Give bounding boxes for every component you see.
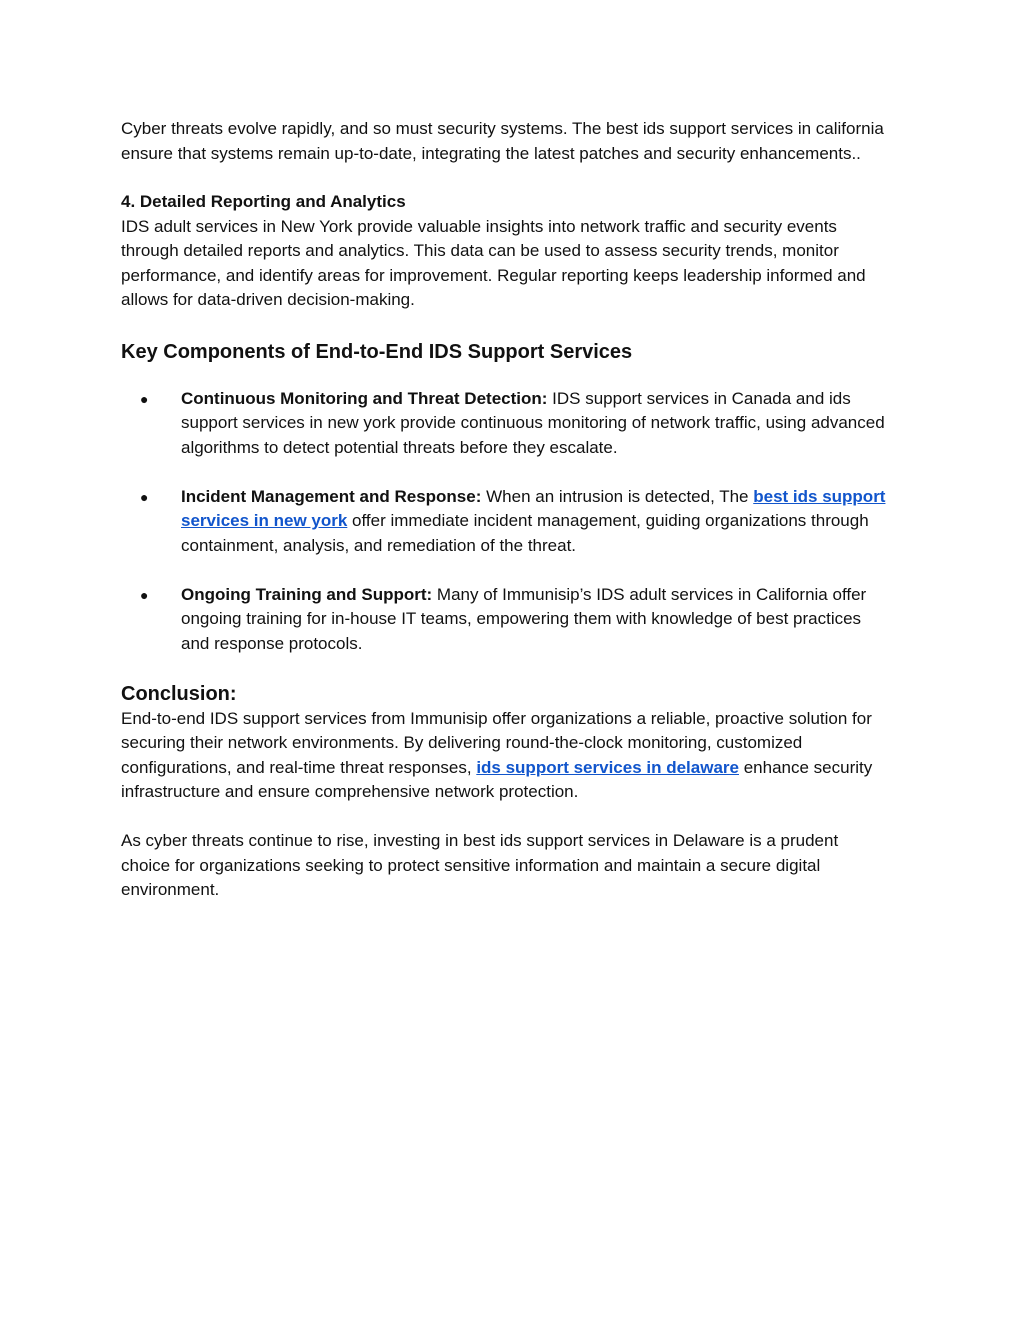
components-heading: Key Components of End-to-End IDS Support Services <box>121 340 633 363</box>
reporting-heading: 4. Detailed Reporting and Analytics <box>121 192 406 211</box>
list-item-training <box>121 583 891 657</box>
list-item-text: IDS support services in Canada and ids support services in new york provide continuous monitoring of network traffic, using advanced algorithms to detect potential threats before they escalate. <box>181 388 885 457</box>
list-item-text: When an intrusion is detected, The <box>481 486 754 506</box>
list-item-lead: Continuous Monitoring and Threat Detection: <box>181 388 548 408</box>
conclusion-paragraph-1 <box>121 707 891 805</box>
reporting-paragraph: IDS adult services in New York provide valuable insights into network traffic and security events through detailed reports and analytics. This data can be used to assess security trends, monitor performance, and identify areas for improvement. Regular reporting keeps leadership informed and allows for data-driven decision-making. <box>121 216 866 309</box>
list-item-incident <box>121 485 891 559</box>
document-page <box>121 117 891 903</box>
best-ids-new-york-link[interactable]: best ids support services in new york <box>181 486 886 530</box>
list-item-text: offer immediate incident management, guiding organizations through containment, analysis, and remediation of the threat. <box>181 511 869 555</box>
conclusion-text: End-to-end IDS support services from Immunisip offer organizations a reliable, proactive solution for securing their network environments. By delivering round-the-clock monitoring, customized configurations, and real-time threat responses, <box>121 708 872 777</box>
conclusion-text: enhance security infrastructure and ensure comprehensive network protection. <box>121 757 873 801</box>
bullet-icon: ● <box>140 586 149 603</box>
list-item-lead: Incident Management and Response: <box>181 486 482 506</box>
ids-delaware-link[interactable]: ids support services in delaware <box>476 757 739 777</box>
conclusion-heading: Conclusion: <box>121 682 237 705</box>
conclusion-paragraph-2: As cyber threats continue to rise, investing in best ids support services in Delaware is a prudent choice for organizations seeking to protect sensitive information and maintain a secure digital environment. <box>121 831 839 899</box>
list-item-monitoring <box>121 387 891 461</box>
list-item-text: Many of Immunisip’s IDS adult services in California offer ongoing training for in-house IT teams, empowering them with knowledge of best practices and response protocols. <box>181 584 867 653</box>
list-item-lead: Ongoing Training and Support: <box>181 584 433 604</box>
bullet-icon: ● <box>140 390 149 407</box>
bullet-icon: ● <box>140 488 149 505</box>
intro-paragraph: Cyber threats evolve rapidly, and so must security systems. The best ids support services in california ensure that systems remain up-to-date, integrating the latest patches and security enhancements.. <box>121 119 884 163</box>
components-list <box>121 387 891 657</box>
